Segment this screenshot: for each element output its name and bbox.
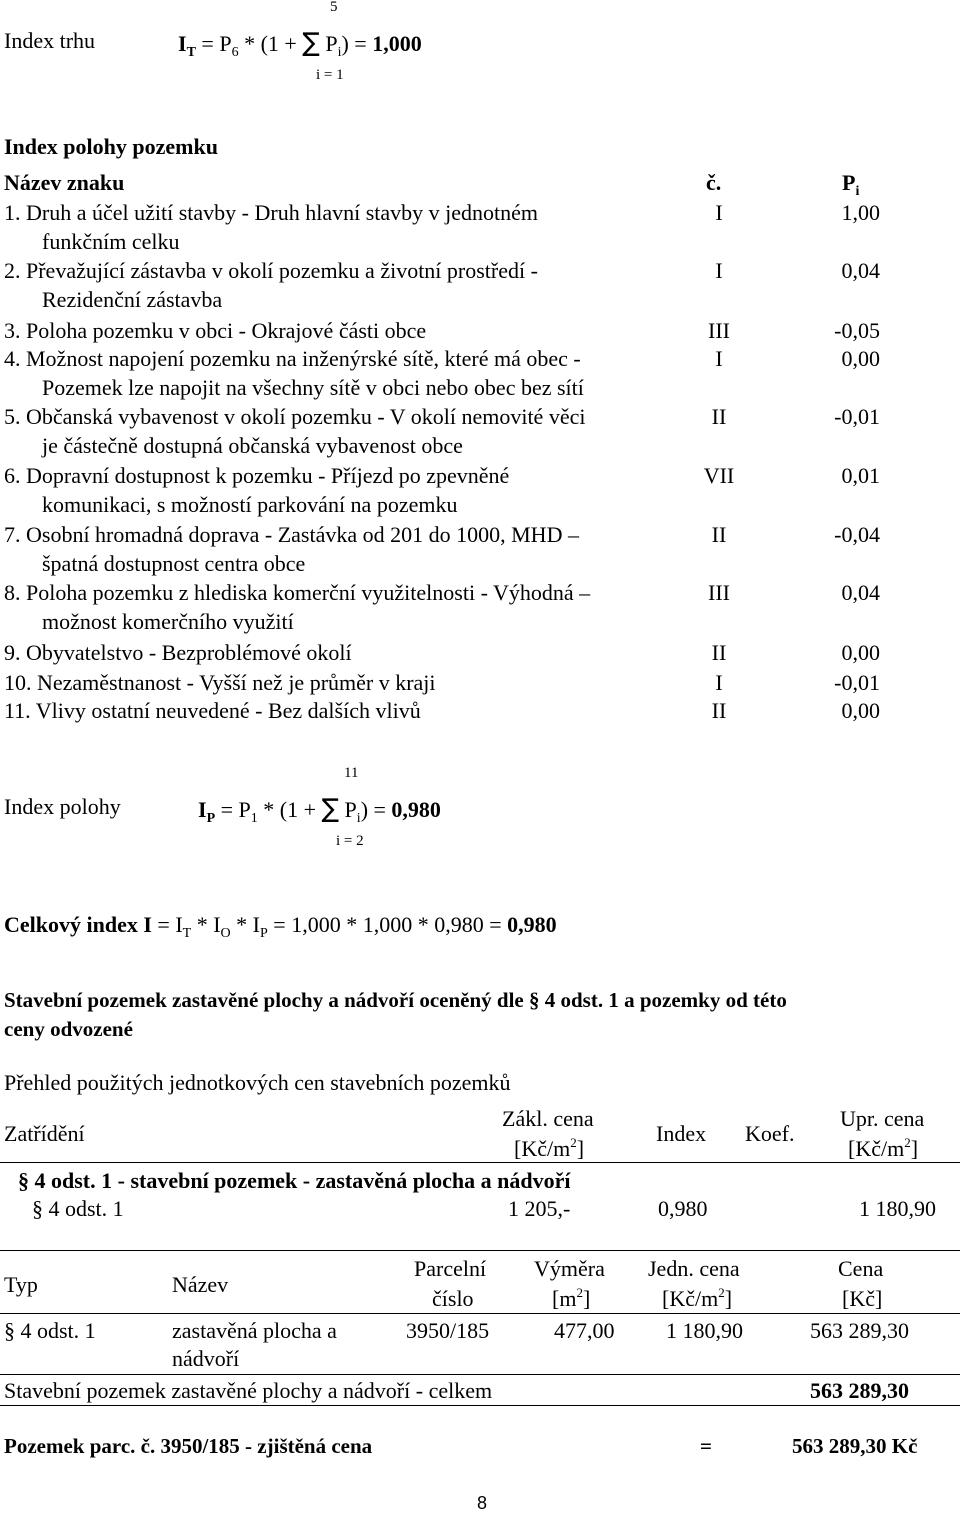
criterion-text: 4. Možnost napojení pozemku na inženýrské sítě, které má obec - <box>4 346 581 371</box>
criterion-text-cont: možnost komerčního využití <box>42 609 294 634</box>
col-header-cislo2: číslo <box>432 1286 474 1311</box>
criterion-code: II <box>711 404 727 429</box>
table2-cell-nazev: zastavěná plocha a <box>172 1318 337 1343</box>
prehled-cell-index: 0,980 <box>658 1196 708 1221</box>
criterion-code: II <box>711 640 727 665</box>
table-rule <box>0 1405 960 1406</box>
prehled-group-label: § 4 odst. 1 - stavební pozemek - zastavěná plocha a nádvoří <box>18 1168 571 1193</box>
criterion-value: -0,04 <box>834 522 880 547</box>
criterion-text-cont: Pozemek lze napojit na všechny sítě v obci nebo obec bez sítí <box>42 375 584 400</box>
celkovy-index-result: 0,980 <box>507 912 557 937</box>
criterion-text: 5. Občanská vybavenost v okolí pozemku - V okolí nemovité věci <box>4 404 586 429</box>
table-rule <box>0 1250 960 1251</box>
criterion-value: 0,00 <box>841 640 880 665</box>
col-header-zakl-cena: Zákl. cena <box>502 1106 594 1131</box>
criterion-code: I <box>715 200 723 225</box>
sum-symbol: ∑ <box>302 28 320 58</box>
col-header-jedn-unit: $[Kč/m^2]$ <box>662 1285 733 1311</box>
final-equals: = <box>700 1434 712 1458</box>
criterion-code: I <box>715 346 723 371</box>
stavebni-heading-line1: Stavební pozemek zastavěné plochy a nádvoří oceněný dle § 4 odst. 1 a pozemky od této <box>4 988 787 1012</box>
col-header-jedn-cena: Jedn. cena <box>648 1256 740 1281</box>
table2-cell-vymera: 477,00 <box>554 1318 615 1343</box>
sum-lower-limit: i = 2 <box>336 833 364 849</box>
criterion-text: 10. Nezaměstnanost - Vyšší než je průměr v kraji <box>4 670 436 695</box>
col-header-zatrideni: Zatřídění <box>4 1121 85 1146</box>
page-number: 8 <box>477 1493 488 1513</box>
criterion-code: III <box>708 318 730 343</box>
index-trhu-result: 1,000 <box>372 31 422 56</box>
col-header-cislo: č. <box>706 170 722 195</box>
col-header-vymera: Výměra <box>534 1256 605 1281</box>
stavebni-heading-line2: ceny odvozené <box>4 1017 133 1041</box>
criterion-text-cont: komunikaci, s možností parkování na pozemku <box>42 492 458 517</box>
criterion-value: -0,01 <box>834 670 880 695</box>
sum-lower-limit: i = 1 <box>316 67 344 83</box>
index-trhu-expression: $I_T = P_6 * (1$ + ∑ $P_i) = 1,000$ <box>178 28 422 60</box>
criterion-text: 11. Vlivy ostatní neuvedené - Bez dalších vlivů <box>4 698 421 723</box>
criterion-code: I <box>715 258 723 283</box>
col-header-index: Index <box>656 1121 707 1146</box>
table2-cell-jedn: 1 180,90 <box>666 1318 743 1343</box>
criterion-text: 7. Osobní hromadná doprava - Zastávka od 201 do 1000, MHD – <box>4 522 579 547</box>
criterion-text-cont: funkčním celku <box>42 229 180 254</box>
table-rule <box>0 1313 960 1314</box>
criterion-text-cont: je částečně dostupná občanská vybavenost obce <box>42 433 463 458</box>
criterion-text: 3. Poloha pozemku v obci - Okrajové části obce <box>4 318 427 343</box>
table2-cell-nazev-cont: nádvoří <box>172 1346 240 1371</box>
criterion-value: -0,05 <box>834 318 880 343</box>
col-header-parcelni: Parcelní <box>414 1256 487 1281</box>
criterion-value: 0,04 <box>841 258 880 283</box>
index-polohy-result: 0,980 <box>391 797 441 822</box>
index-polohy-heading: Index polohy pozemku <box>4 134 218 159</box>
criterion-value: 0,01 <box>841 463 880 488</box>
criterion-code: II <box>711 698 727 723</box>
criterion-text-cont: špatná dostupnost centra obce <box>42 551 306 576</box>
index-polohy-label: Index polohy <box>4 794 121 819</box>
index-trhu-label: Index trhu <box>4 28 96 53</box>
criterion-text: 2. Převažující zástavba v okolí pozemku a životní prostředí - <box>4 258 538 283</box>
criterion-value: 1,00 <box>841 200 880 225</box>
col-header-vymera-unit: $[m^2]$ <box>552 1285 591 1311</box>
table-rule <box>0 1374 960 1375</box>
criterion-text: 1. Druh a účel užití stavby - Druh hlavní stavby v jednotném <box>4 200 538 225</box>
col-header-upr-unit: $[Kč/m^2]$ <box>848 1135 919 1161</box>
table-rule <box>0 1162 960 1163</box>
criterion-value: -0,01 <box>834 404 880 429</box>
criterion-text: 9. Obyvatelstvo - Bezproblémové okolí <box>4 640 352 665</box>
sum-upper-limit: 11 <box>344 765 359 781</box>
col-header-nazev: Název <box>172 1272 229 1297</box>
prehled-title: Přehled použitých jednotkových cen stavebních pozemků <box>4 1070 511 1095</box>
celkovy-index: Celkový index $I = I_T * I_O * I_P = 1,000 * 1,000 * 0,980 = 0,980$ <box>4 912 557 941</box>
table2-cell-typ: § 4 odst. 1 <box>4 1318 96 1343</box>
col-header-zakl-unit: $[Kč/m^2]$ <box>514 1135 585 1161</box>
criterion-text-cont: Rezidenční zástavba <box>42 287 223 312</box>
criterion-code: II <box>711 522 727 547</box>
col-header-upr-cena: Upr. cena <box>840 1106 925 1131</box>
criterion-value: 0,04 <box>841 580 880 605</box>
col-header-nazev-znaku: Název znaku <box>4 170 125 195</box>
index-polohy-expression: $I_P = P_1 * (1$ + ∑ $P_i) = 0,980$ <box>198 794 441 826</box>
prehled-cell-zakl: 1 205,- <box>508 1196 571 1221</box>
criterion-value: 0,00 <box>841 698 880 723</box>
criterion-code: I <box>715 670 723 695</box>
prehled-cell-upr: 1 180,90 <box>859 1196 936 1221</box>
criterion-text: 8. Poloha pozemku z hlediska komerční využitelnosti - Výhodná – <box>4 580 591 605</box>
final-value: 563 289,30 Kč <box>792 1434 918 1458</box>
criterion-text: 6. Dopravní dostupnost k pozemku - Příjezd po zpevněné <box>4 463 510 488</box>
criterion-code: VII <box>703 463 735 488</box>
sum-upper-limit: 5 <box>330 0 338 15</box>
col-header-pi: $P_i$ <box>842 170 860 199</box>
criterion-code: III <box>708 580 730 605</box>
table2-total-label: Stavební pozemek zastavěné plochy a nádvoří - celkem <box>4 1378 493 1403</box>
col-header-koef: Koef. <box>745 1121 795 1146</box>
final-label: Pozemek parc. č. 3950/185 - zjištěná cena <box>4 1434 373 1458</box>
col-header-cena: Cena <box>838 1256 884 1281</box>
col-header-cena-unit: [Kč] <box>842 1286 883 1311</box>
criterion-value: 0,00 <box>841 346 880 371</box>
col-header-typ: Typ <box>4 1272 38 1297</box>
table2-cell-parcelni: 3950/185 <box>406 1318 490 1343</box>
sum-symbol: ∑ <box>321 794 340 824</box>
prehled-cell-zatrideni: § 4 odst. 1 <box>32 1196 124 1221</box>
table2-cell-cena: 563 289,30 <box>810 1318 909 1343</box>
table2-total-value: 563 289,30 <box>810 1378 909 1403</box>
